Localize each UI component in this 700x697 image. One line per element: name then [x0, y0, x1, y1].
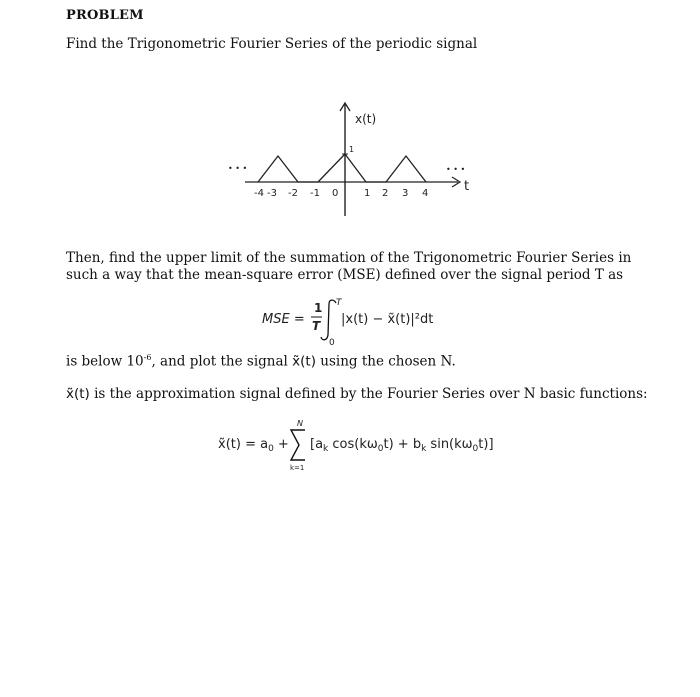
mse-paragraph: Then, find the upper limit of the summation of the Trigonometric Fourier Series in such a way that the mean-square error (MSE) defined over the signal period T as	[66, 250, 632, 283]
svg-text:x̃(t) = a0 +	[218, 437, 289, 454]
signal-waveform	[258, 154, 426, 182]
approx-symbol: x̃(t)	[66, 386, 90, 402]
fourier-series-equation	[218, 415, 500, 473]
upper-limit: T	[336, 298, 342, 308]
signal-plot	[220, 98, 490, 220]
approximation-paragraph	[66, 386, 648, 402]
tick-label: 1	[364, 188, 371, 199]
sigma-sign	[291, 430, 305, 460]
bound-prefix: is below 10	[66, 353, 144, 370]
mse-equation	[262, 293, 462, 349]
series-term-end: t)]	[478, 437, 494, 452]
mse-lhs: MSE =	[262, 312, 305, 327]
series-term-start: [a	[310, 437, 324, 452]
bound-exponent: -6	[143, 353, 152, 362]
peak-label: 1	[349, 145, 355, 154]
signal-label: x(t)	[355, 112, 377, 126]
series-lhs: x̃(t) = a	[218, 437, 269, 452]
continuation-dots-right: • • •	[446, 165, 466, 174]
sum-upper-limit: N	[297, 419, 303, 428]
tick-labels	[254, 188, 428, 199]
series-lhs-sub: 0	[268, 444, 274, 454]
bound-suffix: using the chosen N.	[315, 353, 456, 370]
lower-limit: 0	[329, 338, 335, 348]
fraction-numerator: 1	[314, 301, 323, 315]
t-label: t	[464, 179, 470, 194]
problem-statement: Find the Trigonometric Fourier Series of the periodic signal	[66, 36, 478, 52]
problem-heading: PROBLEM	[66, 8, 144, 23]
approx-signal-symbol: x̃(t)	[292, 353, 316, 370]
bound-middle: , and plot the signal	[151, 353, 293, 370]
tick-label: 4	[422, 188, 429, 199]
tick-label: -2	[288, 188, 298, 199]
series-plus: +	[273, 437, 289, 452]
error-bound-paragraph	[66, 353, 456, 370]
tick-label: 0	[332, 188, 339, 199]
tick-label: 3	[402, 188, 409, 199]
sum-lower-limit: k=1	[290, 464, 305, 472]
svg-text:[ak cos(kω0t) + bk sin(kω0t)]: [$a_k$ $\cos(k\omega_0t) + b_k$ $\sin(k\omega_0t)$]	[310, 437, 494, 454]
continuation-dots-left: • • •	[228, 164, 248, 173]
fraction-denominator: T	[312, 319, 321, 333]
tick-label: 2	[382, 188, 389, 199]
tick-label: -3	[267, 188, 277, 199]
approx-text: is the approximation signal defined by the Fourier Series over N basic functions:	[89, 386, 648, 402]
integral-sign	[321, 300, 336, 340]
integrand: |x(t) − x̃(t)|²dt	[341, 312, 434, 327]
tick-label: -1	[310, 188, 320, 199]
tick-label: -4	[254, 188, 264, 199]
